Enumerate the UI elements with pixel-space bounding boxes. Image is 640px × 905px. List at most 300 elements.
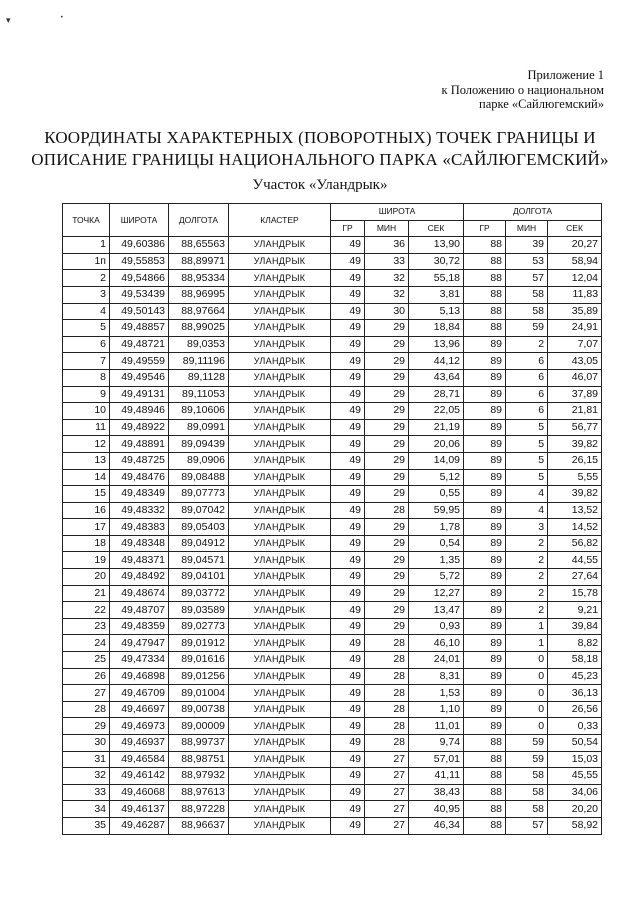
cluster-cell: УЛАНДРЫК <box>229 652 331 669</box>
table-row <box>63 486 602 503</box>
longitude-cell: 88,97228 <box>169 801 229 818</box>
lon-sec-cell: 11,83 <box>548 286 602 303</box>
lat-min-cell: 32 <box>365 270 409 287</box>
header-lat-min: МИН <box>365 220 409 237</box>
longitude-cell: 89,00738 <box>169 701 229 718</box>
lat-min-cell: 27 <box>365 784 409 801</box>
lat-sec-cell: 9,74 <box>409 735 464 752</box>
table-row <box>63 784 602 801</box>
lat-min-cell: 29 <box>365 469 409 486</box>
header-latitude: ШИРОТА <box>110 204 169 237</box>
lon-sec-cell: 9,21 <box>548 602 602 619</box>
longitude-cell: 89,07042 <box>169 502 229 519</box>
cluster-cell: УЛАНДРЫК <box>229 801 331 818</box>
longitude-cell: 88,96637 <box>169 817 229 834</box>
longitude-cell: 89,0991 <box>169 419 229 436</box>
header-lat-sec: СЕК <box>409 220 464 237</box>
lon-min-cell: 58 <box>506 784 548 801</box>
latitude-cell: 49,47334 <box>110 652 169 669</box>
lon-deg-cell: 89 <box>464 685 506 702</box>
cluster-cell: УЛАНДРЫК <box>229 718 331 735</box>
latitude-cell: 49,48371 <box>110 552 169 569</box>
lat-min-cell: 29 <box>365 436 409 453</box>
lon-min-cell: 6 <box>506 403 548 420</box>
lat-deg-cell: 49 <box>331 801 365 818</box>
lon-deg-cell: 88 <box>464 751 506 768</box>
lon-min-cell: 3 <box>506 519 548 536</box>
longitude-cell: 88,89971 <box>169 253 229 270</box>
lat-sec-cell: 12,27 <box>409 585 464 602</box>
table-row <box>63 369 602 386</box>
table-row <box>63 618 602 635</box>
lon-min-cell: 58 <box>506 801 548 818</box>
latitude-cell: 49,53439 <box>110 286 169 303</box>
lat-min-cell: 28 <box>365 652 409 669</box>
lon-min-cell: 5 <box>506 419 548 436</box>
cluster-cell: УЛАНДРЫК <box>229 735 331 752</box>
lon-sec-cell: 14,52 <box>548 519 602 536</box>
point-cell: 25 <box>63 652 110 669</box>
table-row <box>63 303 602 320</box>
table-row <box>63 735 602 752</box>
longitude-cell: 88,97613 <box>169 784 229 801</box>
lat-min-cell: 29 <box>365 618 409 635</box>
longitude-cell: 88,98751 <box>169 751 229 768</box>
lon-sec-cell: 20,27 <box>548 237 602 254</box>
latitude-cell: 49,48476 <box>110 469 169 486</box>
lat-deg-cell: 49 <box>331 751 365 768</box>
appendix-note <box>364 68 604 112</box>
lat-deg-cell: 49 <box>331 735 365 752</box>
longitude-cell: 89,07773 <box>169 486 229 503</box>
latitude-cell: 49,48492 <box>110 569 169 586</box>
lon-min-cell: 1 <box>506 618 548 635</box>
lon-min-cell: 59 <box>506 320 548 337</box>
longitude-cell: 88,97932 <box>169 768 229 785</box>
lat-sec-cell: 41,11 <box>409 768 464 785</box>
point-cell: 12 <box>63 436 110 453</box>
cluster-cell: УЛАНДРЫК <box>229 486 331 503</box>
lon-deg-cell: 88 <box>464 817 506 834</box>
longitude-cell: 89,10606 <box>169 403 229 420</box>
longitude-cell: 89,04571 <box>169 552 229 569</box>
lon-min-cell: 4 <box>506 486 548 503</box>
lat-min-cell: 28 <box>365 668 409 685</box>
lon-deg-cell: 89 <box>464 502 506 519</box>
lat-deg-cell: 49 <box>331 701 365 718</box>
coordinates-table <box>62 203 602 835</box>
lat-deg-cell: 49 <box>331 652 365 669</box>
latitude-cell: 49,48383 <box>110 519 169 536</box>
cluster-cell: УЛАНДРЫК <box>229 817 331 834</box>
cluster-cell: УЛАНДРЫК <box>229 336 331 353</box>
lat-deg-cell: 49 <box>331 237 365 254</box>
lon-deg-cell: 88 <box>464 237 506 254</box>
lon-sec-cell: 0,33 <box>548 718 602 735</box>
cluster-cell: УЛАНДРЫК <box>229 768 331 785</box>
header-lat-deg: ГР <box>331 220 365 237</box>
lon-sec-cell: 37,89 <box>548 386 602 403</box>
appendix-line-3: парке «Сайлюгемский» <box>479 97 604 111</box>
lon-sec-cell: 58,92 <box>548 817 602 834</box>
latitude-cell: 49,46137 <box>110 801 169 818</box>
lon-deg-cell: 88 <box>464 735 506 752</box>
point-cell: 19 <box>63 552 110 569</box>
lon-deg-cell: 89 <box>464 353 506 370</box>
title-line-1: КООРДИНАТЫ ХАРАКТЕРНЫХ (ПОВОРОТНЫХ) ТОЧЕК ГРАНИЦЫ И <box>44 128 596 147</box>
lat-sec-cell: 43,64 <box>409 369 464 386</box>
cluster-cell: УЛАНДРЫК <box>229 751 331 768</box>
lon-deg-cell: 89 <box>464 486 506 503</box>
table-row <box>63 701 602 718</box>
longitude-cell: 88,65563 <box>169 237 229 254</box>
lon-sec-cell: 7,07 <box>548 336 602 353</box>
point-cell: 27 <box>63 685 110 702</box>
lon-min-cell: 57 <box>506 817 548 834</box>
point-cell: 5 <box>63 320 110 337</box>
lon-deg-cell: 88 <box>464 801 506 818</box>
longitude-cell: 89,03772 <box>169 585 229 602</box>
lon-deg-cell: 88 <box>464 286 506 303</box>
lat-min-cell: 29 <box>365 403 409 420</box>
table-row <box>63 353 602 370</box>
cluster-cell: УЛАНДРЫК <box>229 270 331 287</box>
lon-sec-cell: 43,05 <box>548 353 602 370</box>
lat-sec-cell: 0,55 <box>409 486 464 503</box>
lat-sec-cell: 24,01 <box>409 652 464 669</box>
lat-deg-cell: 49 <box>331 519 365 536</box>
lat-deg-cell: 49 <box>331 403 365 420</box>
lon-deg-cell: 89 <box>464 336 506 353</box>
point-cell: 11 <box>63 419 110 436</box>
table-row <box>63 286 602 303</box>
lat-min-cell: 27 <box>365 801 409 818</box>
lon-min-cell: 2 <box>506 602 548 619</box>
lat-sec-cell: 40,95 <box>409 801 464 818</box>
lon-sec-cell: 24,91 <box>548 320 602 337</box>
lat-min-cell: 29 <box>365 486 409 503</box>
lat-min-cell: 29 <box>365 419 409 436</box>
lon-sec-cell: 39,82 <box>548 486 602 503</box>
lat-deg-cell: 49 <box>331 452 365 469</box>
lon-min-cell: 0 <box>506 668 548 685</box>
table-row <box>63 419 602 436</box>
lon-deg-cell: 89 <box>464 519 506 536</box>
lat-min-cell: 36 <box>365 237 409 254</box>
lat-sec-cell: 44,12 <box>409 353 464 370</box>
lon-deg-cell: 89 <box>464 701 506 718</box>
lat-sec-cell: 3,81 <box>409 286 464 303</box>
longitude-cell: 89,0906 <box>169 452 229 469</box>
lon-deg-cell: 88 <box>464 320 506 337</box>
cluster-cell: УЛАНДРЫК <box>229 386 331 403</box>
latitude-cell: 49,48349 <box>110 486 169 503</box>
point-cell: 14 <box>63 469 110 486</box>
lon-sec-cell: 20,20 <box>548 801 602 818</box>
lat-min-cell: 28 <box>365 635 409 652</box>
lat-sec-cell: 13,96 <box>409 336 464 353</box>
latitude-cell: 49,48332 <box>110 502 169 519</box>
longitude-cell: 88,99737 <box>169 735 229 752</box>
lat-sec-cell: 59,95 <box>409 502 464 519</box>
latitude-cell: 49,48707 <box>110 602 169 619</box>
lon-sec-cell: 39,84 <box>548 618 602 635</box>
cluster-cell: УЛАНДРЫК <box>229 535 331 552</box>
latitude-cell: 49,48946 <box>110 403 169 420</box>
lat-min-cell: 29 <box>365 353 409 370</box>
lon-deg-cell: 89 <box>464 436 506 453</box>
table-row <box>63 336 602 353</box>
point-cell: 7 <box>63 353 110 370</box>
lon-sec-cell: 13,52 <box>548 502 602 519</box>
longitude-cell: 89,05403 <box>169 519 229 536</box>
point-cell: 18 <box>63 535 110 552</box>
lat-sec-cell: 0,93 <box>409 618 464 635</box>
lon-sec-cell: 58,18 <box>548 652 602 669</box>
lat-sec-cell: 55,18 <box>409 270 464 287</box>
header-longitude: ДОЛГОТА <box>169 204 229 237</box>
point-cell: 3 <box>63 286 110 303</box>
point-cell: 28 <box>63 701 110 718</box>
lat-deg-cell: 49 <box>331 784 365 801</box>
lat-sec-cell: 8,31 <box>409 668 464 685</box>
lon-min-cell: 59 <box>506 751 548 768</box>
table-row <box>63 403 602 420</box>
lat-deg-cell: 49 <box>331 270 365 287</box>
lon-deg-cell: 88 <box>464 270 506 287</box>
cluster-cell: УЛАНДРЫК <box>229 353 331 370</box>
point-cell: 34 <box>63 801 110 818</box>
lat-min-cell: 32 <box>365 286 409 303</box>
latitude-cell: 49,46068 <box>110 784 169 801</box>
lat-sec-cell: 21,19 <box>409 419 464 436</box>
cluster-cell: УЛАНДРЫК <box>229 320 331 337</box>
header-latitude-dms: ШИРОТА <box>331 204 464 221</box>
lon-sec-cell: 26,15 <box>548 452 602 469</box>
lat-min-cell: 29 <box>365 519 409 536</box>
section-heading: Участок «Уландрык» <box>252 177 388 193</box>
lon-min-cell: 2 <box>506 336 548 353</box>
header-point: ТОЧКА <box>63 204 110 237</box>
lon-min-cell: 0 <box>506 701 548 718</box>
lat-deg-cell: 49 <box>331 618 365 635</box>
lon-min-cell: 6 <box>506 386 548 403</box>
table-row <box>63 801 602 818</box>
lat-deg-cell: 49 <box>331 303 365 320</box>
lon-deg-cell: 88 <box>464 784 506 801</box>
lat-deg-cell: 49 <box>331 535 365 552</box>
lon-min-cell: 57 <box>506 270 548 287</box>
lat-deg-cell: 49 <box>331 336 365 353</box>
lon-sec-cell: 45,23 <box>548 668 602 685</box>
latitude-cell: 49,54866 <box>110 270 169 287</box>
lat-deg-cell: 49 <box>331 286 365 303</box>
lat-sec-cell: 13,47 <box>409 602 464 619</box>
lon-deg-cell: 89 <box>464 386 506 403</box>
latitude-cell: 49,48725 <box>110 452 169 469</box>
longitude-cell: 89,0353 <box>169 336 229 353</box>
lon-sec-cell: 36,13 <box>548 685 602 702</box>
lat-sec-cell: 5,72 <box>409 569 464 586</box>
cluster-cell: УЛАНДРЫК <box>229 419 331 436</box>
cluster-cell: УЛАНДРЫК <box>229 502 331 519</box>
lat-deg-cell: 49 <box>331 320 365 337</box>
lat-min-cell: 28 <box>365 701 409 718</box>
point-cell: 6 <box>63 336 110 353</box>
table-row <box>63 469 602 486</box>
lon-deg-cell: 89 <box>464 419 506 436</box>
cluster-cell: УЛАНДРЫК <box>229 403 331 420</box>
lat-deg-cell: 49 <box>331 419 365 436</box>
longitude-cell: 89,04101 <box>169 569 229 586</box>
lon-min-cell: 2 <box>506 535 548 552</box>
cluster-cell: УЛАНДРЫК <box>229 569 331 586</box>
cluster-cell: УЛАНДРЫК <box>229 668 331 685</box>
lat-sec-cell: 11,01 <box>409 718 464 735</box>
cluster-cell: УЛАНДРЫК <box>229 585 331 602</box>
longitude-cell: 89,02773 <box>169 618 229 635</box>
lat-deg-cell: 49 <box>331 768 365 785</box>
table-row <box>63 270 602 287</box>
point-cell: 35 <box>63 817 110 834</box>
point-cell: 2 <box>63 270 110 287</box>
point-cell: 10 <box>63 403 110 420</box>
header-lon-min: МИН <box>506 220 548 237</box>
longitude-cell: 89,1128 <box>169 369 229 386</box>
lon-sec-cell: 56,77 <box>548 419 602 436</box>
point-cell: 17 <box>63 519 110 536</box>
lat-deg-cell: 49 <box>331 502 365 519</box>
latitude-cell: 49,48359 <box>110 618 169 635</box>
lat-deg-cell: 49 <box>331 353 365 370</box>
table-row <box>63 502 602 519</box>
lat-sec-cell: 5,13 <box>409 303 464 320</box>
cluster-cell: УЛАНДРЫК <box>229 602 331 619</box>
table-row <box>63 452 602 469</box>
lon-sec-cell: 39,82 <box>548 436 602 453</box>
lon-min-cell: 6 <box>506 353 548 370</box>
lat-sec-cell: 18,84 <box>409 320 464 337</box>
lat-min-cell: 29 <box>365 336 409 353</box>
lat-deg-cell: 49 <box>331 817 365 834</box>
lat-min-cell: 29 <box>365 320 409 337</box>
lat-min-cell: 27 <box>365 751 409 768</box>
longitude-cell: 89,08488 <box>169 469 229 486</box>
lon-sec-cell: 21,81 <box>548 403 602 420</box>
latitude-cell: 49,46937 <box>110 735 169 752</box>
lat-min-cell: 28 <box>365 685 409 702</box>
header-row-1 <box>63 204 602 221</box>
table-row <box>63 519 602 536</box>
lon-sec-cell: 34,06 <box>548 784 602 801</box>
lat-min-cell: 27 <box>365 817 409 834</box>
lon-min-cell: 4 <box>506 502 548 519</box>
cluster-cell: УЛАНДРЫК <box>229 618 331 635</box>
lon-deg-cell: 89 <box>464 602 506 619</box>
cluster-cell: УЛАНДРЫК <box>229 303 331 320</box>
lon-sec-cell: 35,89 <box>548 303 602 320</box>
lon-min-cell: 58 <box>506 768 548 785</box>
lat-sec-cell: 22,05 <box>409 403 464 420</box>
lon-sec-cell: 50,54 <box>548 735 602 752</box>
cluster-cell: УЛАНДРЫК <box>229 286 331 303</box>
latitude-cell: 49,46142 <box>110 768 169 785</box>
longitude-cell: 89,11053 <box>169 386 229 403</box>
point-cell: 30 <box>63 735 110 752</box>
table-row <box>63 602 602 619</box>
table-row <box>63 552 602 569</box>
lat-min-cell: 28 <box>365 718 409 735</box>
cluster-cell: УЛАНДРЫК <box>229 635 331 652</box>
lon-min-cell: 59 <box>506 735 548 752</box>
header-lon-deg: ГР <box>464 220 506 237</box>
coordinates-body <box>63 237 602 834</box>
lon-sec-cell: 58,94 <box>548 253 602 270</box>
latitude-cell: 49,46898 <box>110 668 169 685</box>
lon-sec-cell: 15,03 <box>548 751 602 768</box>
lon-min-cell: 58 <box>506 303 548 320</box>
lon-min-cell: 1 <box>506 635 548 652</box>
point-cell: 1п <box>63 253 110 270</box>
lat-min-cell: 29 <box>365 386 409 403</box>
scan-mark-left: ▾ <box>6 16 11 26</box>
lon-min-cell: 5 <box>506 469 548 486</box>
latitude-cell: 49,49131 <box>110 386 169 403</box>
lat-min-cell: 29 <box>365 585 409 602</box>
table-row <box>63 386 602 403</box>
lon-sec-cell: 45,55 <box>548 768 602 785</box>
lon-deg-cell: 88 <box>464 303 506 320</box>
longitude-cell: 89,01616 <box>169 652 229 669</box>
lon-min-cell: 2 <box>506 585 548 602</box>
latitude-cell: 49,49559 <box>110 353 169 370</box>
lat-min-cell: 29 <box>365 569 409 586</box>
lon-min-cell: 39 <box>506 237 548 254</box>
lat-min-cell: 29 <box>365 552 409 569</box>
latitude-cell: 49,46287 <box>110 817 169 834</box>
lon-min-cell: 0 <box>506 652 548 669</box>
lon-deg-cell: 89 <box>464 452 506 469</box>
lat-min-cell: 28 <box>365 502 409 519</box>
lon-deg-cell: 89 <box>464 718 506 735</box>
lat-min-cell: 28 <box>365 735 409 752</box>
table-row <box>63 685 602 702</box>
cluster-cell: УЛАНДРЫК <box>229 237 331 254</box>
table-row <box>63 253 602 270</box>
table-row <box>63 585 602 602</box>
lat-sec-cell: 46,34 <box>409 817 464 834</box>
point-cell: 24 <box>63 635 110 652</box>
lon-min-cell: 2 <box>506 552 548 569</box>
header-lon-sec: СЕК <box>548 220 602 237</box>
lon-deg-cell: 89 <box>464 668 506 685</box>
point-cell: 29 <box>63 718 110 735</box>
lon-deg-cell: 89 <box>464 535 506 552</box>
latitude-cell: 49,60386 <box>110 237 169 254</box>
lon-deg-cell: 89 <box>464 618 506 635</box>
lon-sec-cell: 46,07 <box>548 369 602 386</box>
lat-sec-cell: 1,35 <box>409 552 464 569</box>
lat-sec-cell: 38,43 <box>409 784 464 801</box>
latitude-cell: 49,50143 <box>110 303 169 320</box>
lat-deg-cell: 49 <box>331 569 365 586</box>
lon-sec-cell: 12,04 <box>548 270 602 287</box>
lon-deg-cell: 89 <box>464 403 506 420</box>
lat-sec-cell: 14,09 <box>409 452 464 469</box>
lon-sec-cell: 8,82 <box>548 635 602 652</box>
lat-sec-cell: 1,78 <box>409 519 464 536</box>
cluster-cell: УЛАНДРЫК <box>229 369 331 386</box>
